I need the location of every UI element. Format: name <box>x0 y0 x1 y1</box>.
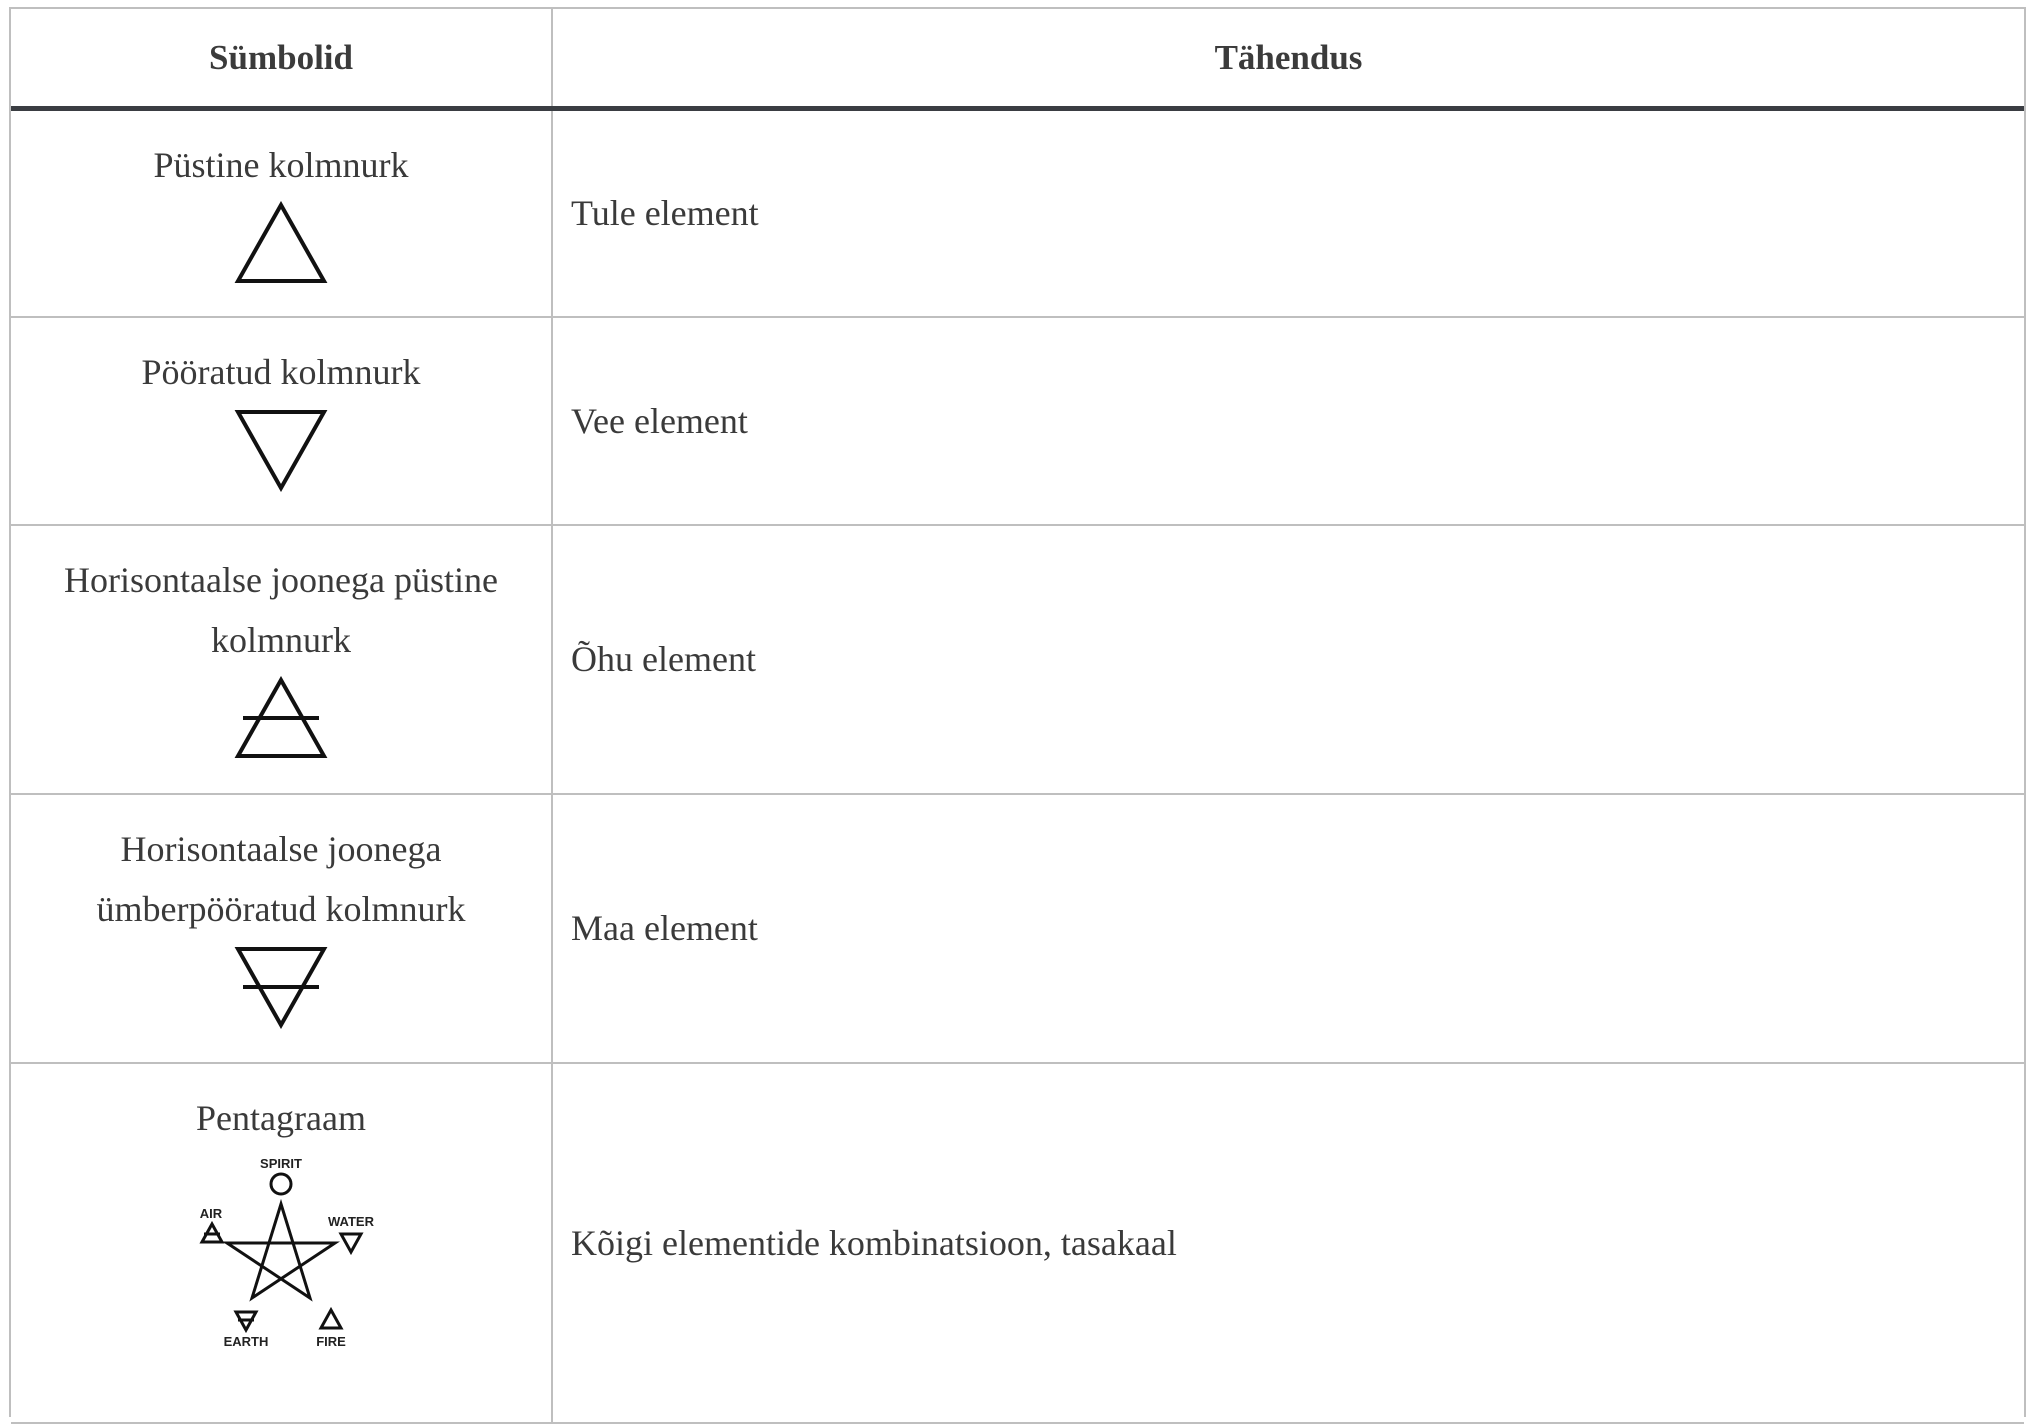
air-symbol-icon <box>202 1224 222 1242</box>
symbol-cell <box>11 525 552 794</box>
table-row <box>11 317 2024 525</box>
table-header-row <box>11 9 2024 109</box>
table-row <box>11 794 2024 1063</box>
upright-triangle-icon <box>233 201 329 285</box>
inverted-triangle-with-line-icon <box>233 945 329 1029</box>
fire-symbol-icon <box>321 1310 341 1328</box>
symbol-name: Pentagraam <box>196 1097 366 1138</box>
symbol-name: Horisontaalse joonega püstine kolmnurk <box>64 559 498 660</box>
header-meaning: Tähendus <box>552 9 2024 109</box>
meaning-cell: Vee element <box>552 317 2024 525</box>
table-row <box>11 525 2024 794</box>
pentagram-icon <box>171 1154 391 1374</box>
symbol-name: Pööratud kolmnurk <box>141 351 421 392</box>
symbol-name: Püstine kolmnurk <box>153 145 409 185</box>
meaning-cell: Õhu element <box>552 525 2024 794</box>
spirit-circle-icon <box>271 1174 291 1194</box>
meaning-cell: Kõigi elementide kombinatsioon, tasakaal <box>552 1063 2024 1423</box>
pentagram-star-icon <box>227 1204 335 1298</box>
pentagram-label-water: WATER <box>328 1213 374 1229</box>
pentagram-label-spirit: SPIRIT <box>260 1155 302 1171</box>
symbol-cell <box>11 317 552 525</box>
water-symbol-icon <box>341 1234 361 1252</box>
symbol-cell <box>11 1063 552 1423</box>
header-symbols: Sümbolid <box>11 9 552 109</box>
symbol-cell <box>11 109 552 317</box>
table-row <box>11 1063 2024 1423</box>
meaning-cell: Maa element <box>552 794 2024 1063</box>
table-row <box>11 109 2024 317</box>
inverted-triangle-icon <box>233 408 329 492</box>
symbol-cell <box>11 794 552 1063</box>
symbols-table-container <box>9 7 2026 1417</box>
pentagram-label-air: AIR <box>199 1205 223 1221</box>
meaning-cell: Tule element <box>552 109 2024 317</box>
earth-symbol-icon <box>236 1312 256 1330</box>
upright-triangle-with-line-icon <box>233 676 329 760</box>
pentagram-label-earth: EARTH <box>223 1333 269 1349</box>
symbol-name: Horisontaalse joonega ümberpööratud kolmnurk <box>96 828 466 929</box>
pentagram-label-fire: FIRE <box>316 1333 346 1349</box>
symbols-table <box>11 9 2024 1424</box>
